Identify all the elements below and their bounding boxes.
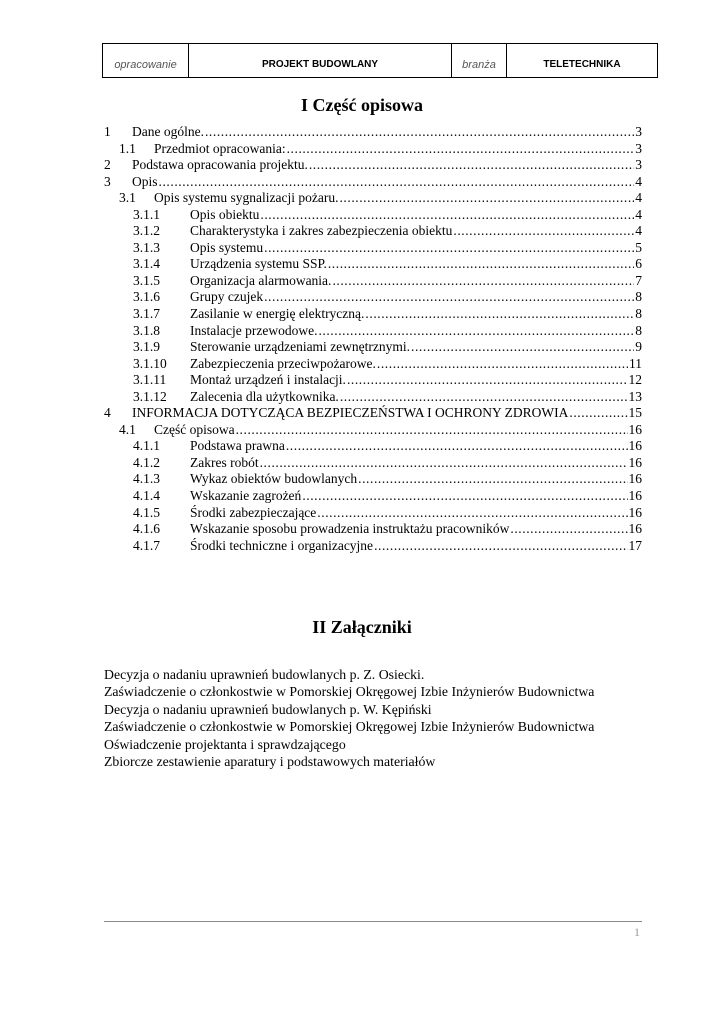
toc-entry-page: 4 (635, 190, 642, 206)
toc-entry-page: 6 (635, 256, 642, 272)
toc-entry-page: 12 (628, 372, 642, 388)
toc-entry-page: 17 (628, 537, 642, 553)
toc-leader-dots (260, 455, 628, 472)
toc-leader-dots (205, 124, 634, 141)
toc-entry-title: Opis obiektu (190, 206, 260, 222)
header-project-type: PROJEKT BUDOWLANY (189, 44, 452, 77)
toc-entry-title: Środki zabezpieczające (190, 504, 317, 520)
toc-leader-dots (411, 339, 634, 356)
toc-entry-title: Podstawa prawna (190, 438, 285, 454)
toc-leader-dots (260, 207, 634, 224)
toc-entry-page: 3 (635, 157, 642, 173)
toc-entry[interactable] (104, 538, 642, 555)
toc-entry-number: 4.1.1 (133, 438, 160, 454)
toc-entry-page: 16 (628, 521, 642, 537)
toc-entry-title: Część opisowa (154, 421, 235, 437)
toc-entry-number: 4.1.6 (133, 521, 160, 537)
toc-entry-number: 4.1 (119, 421, 136, 437)
toc-leader-dots (264, 240, 634, 257)
toc-entry-title: Przedmiot opracowania: (154, 140, 286, 156)
attachment-item: Oświadczenie projektanta i sprawdzającego (104, 736, 346, 752)
toc-entry-title: Opis systemu (190, 239, 264, 255)
toc-entry-title: INFORMACJA DOTYCZĄCA BEZPIECZEŃSTWA I OCHRONY ZDROWIA (132, 405, 569, 421)
toc-entry-page: 5 (635, 239, 642, 255)
attachments-list (104, 666, 664, 770)
toc-leader-dots (569, 405, 627, 422)
toc-leader-dots (374, 538, 627, 555)
toc-entry-page: 16 (628, 421, 642, 437)
toc-entry-number: 4.1.3 (133, 471, 160, 487)
toc-entry[interactable] (104, 223, 642, 240)
toc-entry[interactable] (104, 422, 642, 439)
part2-title: II Załączniki (312, 617, 412, 637)
toc-entry-title: Opis (132, 173, 158, 189)
toc-leader-dots (264, 289, 634, 306)
toc-leader-dots (317, 505, 627, 522)
toc-entry-title: Instalacje przewodowe. (190, 322, 318, 338)
toc-entry-page: 3 (635, 124, 642, 139)
toc-entry-title: Podstawa opracowania projektu. (132, 157, 308, 173)
toc-leader-dots (328, 256, 634, 273)
toc-entry[interactable] (104, 190, 642, 207)
toc-entry[interactable] (104, 455, 642, 472)
toc-leader-dots (339, 190, 634, 207)
toc-entry-number: 3.1.1 (133, 206, 160, 222)
attachment-item: Zbiorcze zestawienie aparatury i podstawowych materiałów (104, 754, 436, 770)
toc-leader-dots (453, 223, 634, 240)
toc-leader-dots (236, 422, 628, 439)
toc-entry-number: 3.1.3 (133, 239, 160, 255)
toc-entry-number: 4.1.5 (133, 504, 160, 520)
header-discipline: TELETECHNIKA (543, 59, 621, 70)
toc-entry[interactable] (104, 323, 642, 340)
toc-entry-page: 4 (635, 206, 642, 222)
toc-entry-title: Środki techniczne i organizacyjne (190, 537, 374, 553)
toc-entry-number: 3.1.2 (133, 223, 160, 239)
toc-entry[interactable] (104, 438, 642, 455)
toc-leader-dots (318, 323, 634, 340)
toc-entry-page: 16 (628, 454, 642, 470)
toc-entry-title: Zakres robót (190, 454, 259, 470)
toc-entry-title: Dane ogólne. (132, 124, 204, 139)
toc-entry-number: 4.1.2 (133, 454, 160, 470)
toc-entry-title: Organizacja alarmowania. (190, 272, 332, 288)
toc-leader-dots (510, 521, 627, 538)
toc-entry-title: Urządzenia systemu SSP. (190, 256, 327, 272)
footer-rule (104, 921, 642, 922)
toc-entry-number: 4 (104, 405, 111, 421)
toc-entry-number: 3.1.11 (133, 372, 167, 388)
header-label-branza: branża (452, 44, 507, 77)
toc-leader-dots (365, 306, 634, 323)
toc-entry-page: 15 (628, 405, 642, 421)
toc-entry[interactable] (104, 471, 642, 488)
toc-entry-page: 13 (628, 388, 642, 404)
toc-leader-dots (347, 372, 628, 389)
toc-entry[interactable] (104, 389, 642, 406)
toc-entry-number: 3.1.5 (133, 272, 160, 288)
toc-entry-page: 16 (628, 504, 642, 520)
toc-entry[interactable] (104, 405, 642, 422)
toc-entry[interactable] (104, 356, 642, 373)
toc-entry-number: 3.1.4 (133, 256, 160, 272)
toc-leader-dots (377, 356, 628, 373)
part1-title: I Część opisowa (301, 95, 423, 115)
toc-entry[interactable] (104, 207, 642, 224)
toc-entry-page: 4 (635, 223, 642, 239)
toc-entry[interactable] (104, 521, 642, 538)
toc-entry-number: 3.1.10 (133, 355, 167, 371)
toc-entry-number: 2 (104, 157, 111, 173)
toc-entry[interactable] (104, 174, 642, 191)
toc-entry-title: Wskazanie sposobu prowadzenia instruktażu pracowników (190, 521, 510, 537)
toc-entry-title: Zasilanie w energię elektryczną. (190, 306, 365, 322)
toc-entry-number: 3 (104, 173, 111, 189)
toc-entry[interactable] (104, 339, 642, 356)
toc-entry-number: 1.1 (119, 140, 136, 156)
toc-entry-number: 3.1.12 (133, 388, 167, 404)
toc-entry[interactable] (104, 256, 642, 273)
toc-entry-number: 3.1.7 (133, 306, 160, 322)
toc-entry-page: 8 (635, 306, 642, 322)
toc-entry-number: 3.1.8 (133, 322, 160, 338)
toc-entry-page: 8 (635, 289, 642, 305)
toc-leader-dots (286, 438, 628, 455)
toc-entry-number: 3.1.9 (133, 339, 160, 355)
toc-entry-title: Charakterystyka i zakres zabezpieczenia obiektu (190, 223, 453, 239)
toc-entry-page: 4 (635, 173, 642, 189)
toc-entry-page: 16 (628, 438, 642, 454)
page-number: 1 (634, 925, 640, 939)
toc-entry[interactable] (104, 240, 642, 257)
header-label-opracowanie: opracowanie (103, 44, 189, 77)
toc-entry-title: Sterowanie urządzeniami zewnętrznymi. (190, 339, 411, 355)
toc-entry-title: Grupy czujek (190, 289, 264, 305)
attachment-item: Decyzja o nadaniu uprawnień budowlanych p. W. Kępiński (104, 701, 432, 717)
toc-entry-page: 9 (635, 339, 642, 355)
toc-entry-title: Montaż urządzeń i instalacji. (190, 372, 346, 388)
document-header-table (102, 43, 658, 78)
toc-entry[interactable] (104, 124, 642, 141)
toc-entry[interactable] (104, 289, 642, 306)
toc-entry-title: Zalecenia dla użytkownika. (190, 388, 339, 404)
toc-leader-dots (159, 174, 635, 191)
toc-leader-dots (287, 141, 635, 158)
toc-leader-dots (309, 157, 634, 174)
toc-entry-title: Opis systemu sygnalizacji pożaru. (154, 190, 339, 206)
toc-entry-page: 8 (635, 322, 642, 338)
toc-entry-page: 16 (628, 471, 642, 487)
toc-entry-title: Zabezpieczenia przeciwpożarowe. (190, 355, 376, 371)
toc-entry[interactable] (104, 157, 642, 174)
attachment-item: Zaświadczenie o członkostwie w Pomorskiej Okręgowej Izbie Inżynierów Budownictwa (104, 719, 595, 735)
toc-entry-page: 11 (629, 355, 642, 371)
toc-entry[interactable] (104, 306, 642, 323)
toc-leader-dots (340, 389, 628, 406)
table-of-contents (104, 124, 642, 554)
toc-entry-title: Wskazanie zagrożeń (190, 488, 302, 504)
toc-entry[interactable] (104, 273, 642, 290)
attachment-item: Zaświadczenie o członkostwie w Pomorskiej Okręgowej Izbie Inżynierów Budownictwa (104, 684, 595, 700)
toc-entry-number: 3.1 (119, 190, 136, 206)
toc-entry-number: 4.1.7 (133, 537, 160, 553)
toc-leader-dots (358, 471, 627, 488)
toc-entry-number: 4.1.4 (133, 488, 160, 504)
toc-entry[interactable] (104, 372, 642, 389)
toc-entry-page: 3 (635, 140, 642, 156)
toc-entry-page: 16 (628, 488, 642, 504)
toc-entry-number: 3.1.6 (133, 289, 160, 305)
toc-entry-number: 1 (104, 124, 111, 139)
attachment-item: Decyzja o nadaniu uprawnień budowlanych p. Z. Osiecki. (104, 667, 425, 682)
toc-entry[interactable] (104, 488, 642, 505)
toc-entry-page: 7 (635, 272, 642, 288)
toc-entry[interactable] (104, 141, 642, 158)
toc-entry-title: Wykaz obiektów budowlanych (190, 471, 358, 487)
toc-leader-dots (302, 488, 627, 505)
toc-leader-dots (332, 273, 634, 290)
toc-entry[interactable] (104, 505, 642, 522)
